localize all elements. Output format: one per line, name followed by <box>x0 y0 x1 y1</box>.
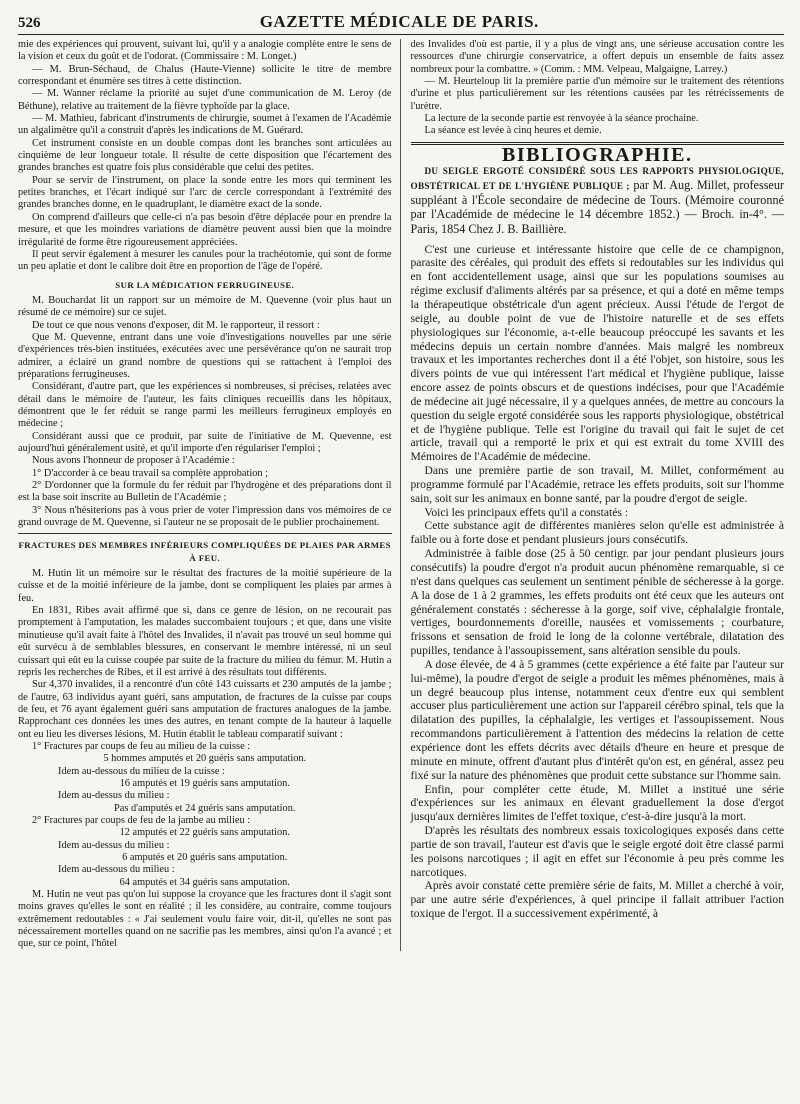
paragraph: De tout ce que nous venons d'exposer, dit M. le rapporteur, il ressort : <box>32 319 320 331</box>
left-column <box>18 39 401 951</box>
paragraph: Cette substance agit de différentes manières selon qu'elle est administrée à faible ou à forte dose et pendant plusieurs jours consécutifs. <box>410 519 784 547</box>
paragraph: Cet instrument consiste en un double compas dont les branches sont articulées au cinquième de leur longueur totale. Il résulte de cette disposition que l'écartement des grandes branches est quatre fois plus considérable que celui des petites. <box>18 137 392 174</box>
book-reference <box>411 165 785 238</box>
paragraph: D'après les résultats des nombreux essais toxicologiques exposés dans cette partie de son travail, l'auteur est d'avis que le seigle ergoté doit être classé parmi les poisons narcotiques ; il agit en effet sur l'économie à peu près comme les narcotiques. <box>410 824 784 879</box>
table-line: 16 amputés et 19 guéris sans amputation. <box>119 777 290 789</box>
book-details: par M. Aug. Millet, professeur suppléant à l'École secondaire de médecine de Tours. (Mémoire couronné par l'Académide de médecine le 14 décembre 1852.) — Broch. in-4°. — Paris, 1854 Chez J. B. Baillière. <box>410 177 784 236</box>
paragraph: Il peut servir également à mesurer les canules pour la trachéotomie, qui sont de forme un peu aplatie et dont le calibre doit être en proportion de l'âge de l'opéré. <box>18 248 392 273</box>
right-column <box>411 39 785 951</box>
paragraph: Enfin, pour compléter cette étude, M. Millet a institué une série d'expériences sur les animaux en élevant graduellement la dose d'ergot jusqu'aux dernières limites de l'effet toxique, c'est-à-dire jusqu'à la mort. <box>410 782 784 824</box>
paragraph: mie des expériences qui prouvent, suivant lui, qu'il y a analogie complète entre le sens de la vision et ceux du goût et de l'odorat. (Commissaire : M. Longet.) <box>18 39 392 63</box>
paragraph: — M. Heurteloup lit la première partie d'un mémoire sur le traitement des rétentions d'urine et plus particulièrement sur les rétentions causées par les rétrécissements de l'urètre. <box>410 76 784 112</box>
paragraph: — M. Wanner réclame la priorité au sujet d'une communication de M. Leroy (de Béthune), relative au traitement de la fièvre typhoïde par la glace. <box>18 88 392 112</box>
paragraph: La séance est levée à cinq heures et demie. <box>424 125 602 137</box>
paragraph: Administrée à faible dose (25 à 50 centigr. par jour pendant plusieurs jours consécutifs) la poudre d'ergot n'a produit aucun phénomène remarquable, si ce n'est dans quelques cas seulement un sentiment pénible de sécheresse à la gorge. A la dose de 1 à 2 grammes, les effets produits ont été ceux que les auteurs ont généralement constatés : sécheresse à la gorge, soif vive, céphalalgie frontale, vertiges, bourdonnements d'oreille, nausées et vomissements ; courbature, frissons et sensation de froid le long de la colonne vertébrale, dilatation des pupilles, tendance à l'assoupissement, sans altération sensible du pouls. <box>410 547 784 658</box>
table-line: Idem au-dessous du milieu : <box>58 864 175 876</box>
list-item: 1° D'accorder à ce beau travail sa complète approbation ; <box>32 467 269 479</box>
paragraph: On comprend d'ailleurs que celle-ci n'a pas besoin d'être déplacée pour en prendre la mesure, et que les moindres variations de diamètre peuvent aussi bien que la moindre irrégularité de forme être rigoureusement appréciées. <box>18 211 392 248</box>
running-title: GAZETTE MÉDICALE DE PARIS. <box>259 12 539 31</box>
bibliography-title: BIBLIOGRAPHIE. <box>502 143 693 166</box>
table-line: 6 amputés et 20 guéris sans amputation. <box>122 852 288 863</box>
paragraph: En 1831, Ribes avait affirmé que si, dans ce genre de lésion, on ne recourait pas promptement à l'amputation, les malades succombaient toujours ; et que, dans une visite minutieuse qu'il avait faite à l'hôtel des Invalides, il n'avait pas trouvé un seul homme qui eût survécu à de semblables blessures, en conservant le membre intéressé, ni un seul cuissart qui eût eu la cuisse coupée par suite de la fracture du milieu du fémur. M. Hutin a repris les recherches de Ribes, et il est arrivé à des résultats tout différents. <box>18 605 392 678</box>
paragraph: Dans une première partie de son travail, M. Millet, conformément au programme formulé par l'Académie, retrace les effets produits, soit sur l'homme sain, soit sur les animaux en bonne santé, par la poudre d'ergot de seigle. <box>410 464 784 505</box>
paragraph: Que M. Quevenne, entrant dans une voie d'investigations nouvelles par une série d'expériences très-bien instituées, exécutées avec une persévérance qu'on ne saurait trop admirer, a éclairé un grand nombre de questions qui se rattachent à l'emploi des préparations ferrugineuses. <box>18 331 392 380</box>
paragraph: — M. Brun-Séchaud, de Chalus (Haute-Vienne) sollicite le titre de membre correspondant et énumère ses titres à cette distinction. <box>18 63 392 88</box>
paragraph: — M. Mathieu, fabricant d'instruments de chirurgie, soumet à l'examen de l'Académie un algalimètre qu'il a construit d'après les indications de M. Guérard. <box>18 113 392 137</box>
paragraph: C'est une curieuse et intéressante histoire que celle de ce champignon, parasite des céréales, qui produit des effets si redoutables sur les individus qui en font accidentellement usage, ainsi que sur les populations soumises au régime exclusif d'aliments altérés par sa présence, et qui a doté en même temps la thérapeutique obstétricale d'un agent précieux. Aussi l'étude de l'ergot de seigle, au double point de vue de l'histoire naturelle et de ses effets physiologiques sur l'économie, a-t-elle beaucoup préoccupé les savants et les médecins depuis un certain nombre d'années. Mais malgré les nombreux travaux et les importantes recherches dont il a été l'objet, son histoire, sous les divers points de vue qui intéressent l'art médical et l'hygiène publique, laisse encore assez de points obscurs et de questions indécises, pour que l'Académie de médecine ait jugé nécessaire, il y a quelques années, de mettre au concours la question du seigle ergoté considérée sous les rapports physiologique, obstétrical et de l'hygiène publique. Telle est l'origine du travail qui fait le sujet de cet article, travail qui a remporté le prix et qui est extrait du tome XVIII des Mémoires de l'Académie de médecine. <box>410 242 784 464</box>
paragraph: Nous avons l'honneur de proposer à l'Académie : <box>32 455 235 467</box>
paragraph: M. Hutin lit un mémoire sur le résultat des fractures de la moitié supérieure de la cuisse et de la moitié inférieure de la jambe, dont se compliquent les plaies par armes à feu. <box>18 568 392 604</box>
page-number: 526 <box>18 15 41 31</box>
table-line: 1° Fractures par coups de feu au milieu de la cuisse : <box>32 740 251 752</box>
table-line: 5 hommes amputés et 20 guéris sans amputation. <box>103 753 307 765</box>
table-line: Idem au-dessus du milieu : <box>58 790 170 802</box>
table-line: 12 amputés et 22 guéris sans amputation. <box>119 827 290 839</box>
section-heading-fractures: FRACTURES DES MEMBRES INFÉRIEURS COMPLIQUÉES DE PLAIES PAR ARMES À FEU. <box>18 540 391 563</box>
table-line: Idem au-dessous du milieu de la cuisse : <box>58 765 225 777</box>
book-title: DU SEIGLE ERGOTÉ CONSIDÉRÉ SOUS LES RAPPORTS PHYSIOLOGIQUE, OBSTÉTRICAL ET DE L'HYGIÈNE PUBLIQUE ; <box>410 166 784 191</box>
paragraph: Voici les principaux effets qu'il a constatés : <box>424 505 629 519</box>
list-item: 2° D'ordonner que la formule du fer réduit par l'hydrogène et des préparations dont il est la base soit inscrite au Bulletin de l'Académie ; <box>18 480 392 504</box>
divider <box>18 533 392 534</box>
paragraph: Sur 4,370 invalides, il a rencontré d'un côté 143 cuissarts et 230 amputés de la jambe ; de l'autre, 63 individus ayant guéri, sans amputation, de fractures de la cuisse par coups de feu, et 76 ayant également guéri sans amputation de fractures analogues de la jambe. Rapprochant ces données les unes des autres, en tenant compte de la hauteur à laquelle ont eu lieu les diverses lésions, M. Hutin établit le tableau comparatif suivant : <box>18 679 392 740</box>
paragraph: Après avoir constaté cette première série de faits, M. Millet a cherché à voir, par une autre série d'expériences, à quel principe il fallait attribuer l'action toxique de l'ergot. Il a successivement expérimenté, à <box>410 879 784 921</box>
paragraph: des Invalides d'où est partie, il y a plus de vingt ans, une sérieuse accusation contre les ressources d'une chirurgie conservatrice, a offert depuis un ensemble de faits assez nombreux pour la combattre. » (Comm. : MM. Velpeau, Malgaigne, Larrey.) <box>410 39 784 75</box>
table-line: 2° Fractures par coups de feu de la jambe au milieu : <box>32 814 251 826</box>
list-item: 3° Nous n'hésiterions pas à vous prier de voter l'impression dans vos mémoires de ce grand ouvrage de M. Quevenne, si l'auteur ne se proposait de le publier prochainement. <box>18 504 392 529</box>
paragraph: M. Bouchardat lit un rapport sur un mémoire de M. Quevenne (voir plus haut un résumé de ce mémoire) sur ce sujet. <box>18 294 392 319</box>
table-line: Idem au-dessus du milieu : <box>58 839 170 851</box>
section-heading-ferrugineuse: SUR LA MÉDICATION FERRUGINEUSE. <box>115 279 295 290</box>
page-header <box>18 12 784 35</box>
paragraph: Considérant aussi que ce produit, par suite de l'initiative de M. Quevenne, est aujourd'hui généralement usité, et qu'il importe d'en régulariser l'emploi ; <box>18 430 392 454</box>
table-line: 64 amputés et 34 guéris sans amputation. <box>119 876 290 888</box>
paragraph: Considérant, d'autre part, que les expériences si nombreuses, si précises, relatées avec détail dans le mémoire de l'auteur, les faits cliniques recueillis dans les hôpitaux, démontrent que le fer réduit se range parmi les meilleurs ferrugineux employés en médecine ; <box>18 381 392 430</box>
paragraph: M. Hutin ne veut pas qu'on lui suppose la croyance que les fractures dont il s'agit sont moins graves qu'elles le sont en réalité ; il les considère, au contraire, comme toujours extrêmement redoutables : « J'ai seulement voulu faire voir, dit-il, qu'elles ne sont pas nécessairement mortelles quand on ne sacrifie pas les membres, ainsi qu'on l'a avancé ; et que, sur ce point, l'hôtel <box>18 889 392 950</box>
columns <box>18 39 784 951</box>
paragraph: Pour se servir de l'instrument, on place la sonde entre les mors qui terminent les petites branches, et l'écart indiqué sur l'arc de cercle correspondant à l'extrémité des grandes branches donne, en le quadruplant, le diamètre exact de la sonde. <box>18 174 392 211</box>
paragraph: La lecture de la seconde partie est renvoyée à la séance prochaine. <box>424 113 699 125</box>
paragraph: A dose élevée, de 4 à 5 grammes (cette expérience a été faite par l'auteur sur lui-même), la poudre d'ergot de seigle a produit les mêmes phénomènes, mais à un degré beaucoup plus intense, notamment ceux d'entre eux qui semblent accuser plus particulièrement une action sur l'appareil cérébro spinal, tels que la dilatation des pupilles, la céphalalgie, les vertiges et l'assoupissement. Nous recommandons particulièrement à l'attention des médecins la relation de cette expérience dont les effets décrits avec détails d'heure en heure et presque de minute en minute, offrent d'autant plus d'intérêt qu'on est, en général, assez peu fixé sur la nature des phénomènes que produit cette substance sur l'homme sain. <box>410 657 784 782</box>
table-line: Pas d'amputés et 24 guéris sans amputation. <box>114 802 296 814</box>
